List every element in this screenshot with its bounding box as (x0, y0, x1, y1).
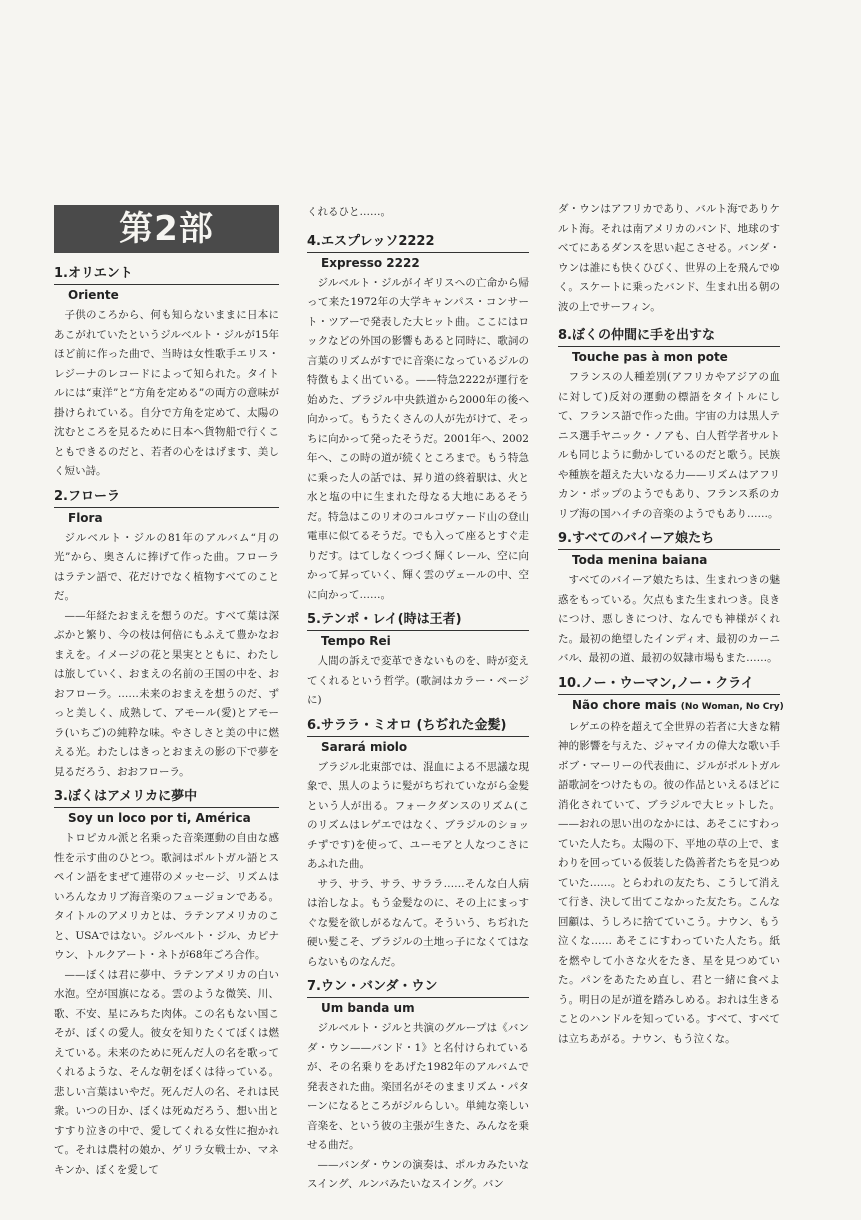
section-paragraph: ジルベルト・ジルの81年のアルバム“月の光”から、奥さんに捧げて作った曲。フローラはラテン語で、花だけでなく植物すべてのことだ。 (54, 531, 279, 602)
part-title: 第2部 (54, 205, 279, 253)
section-heading: 3.ぼくはアメリカに夢中 (54, 788, 279, 808)
section-subtitle-text: Não chore mais (572, 697, 677, 712)
section-subtitle: Flora (68, 510, 103, 525)
section-subtitle: Tempo Rei (321, 634, 391, 648)
section-7 (307, 978, 529, 1195)
section-heading: 4.エスプレッソ2222 (307, 233, 529, 253)
section-paragraph: フランスの人種差別(アフリカやアジアの血に対して)反対の運動の標語をタイトルにして、フランス語で作った曲。宇宙の力は黒人テニス選手ヤニック・ノアも、白人哲学者サルトルも同じように動かしているのだと歌う。民族や種族を超えた大いなる力——リズムはアフリカン・ポップのようでもあり、フランス系のカリブ海の国ハイチの音楽のようでもあり……。 (558, 371, 780, 520)
section-paragraph: ——年経たおまえを想うのだ。すべて葉は深ぶかと繁り、今の枝は何倍にもふえて豊かなおまえを。イメージの花と果実とともに、わたしは旅していく、おまえの名前の王国の中を、おおフローラ。……未来のおまえを想うのだ、ずっと美しく、成熟して、アモール(愛)とアモーラ(いちご)の純粋な味。やさしさと美の中に燃える光。わたしはきっとおまえの影の下で夢を見るだろう、おおフローラ。 (54, 609, 279, 778)
section-heading: 5.テンポ・レイ(時は王者) (307, 611, 529, 631)
section-subtitle: Soy un loco por ti, América (68, 811, 251, 825)
section-4 (307, 233, 529, 606)
section-paragraph: 子供のころから、何も知らないままに日本にあこがれていたというジルベルト・ジルが15年ほど前に作った曲で、当時は女性歌手エリス・レジーナのレコードによって知られた。タイトルには“東洋”と“方角を定める”の両方の意味が掛けられている。自分で方角を定めて、太陽の沈むところを見るために日本へ貨物船で行くこともできるのだと、若者の心をはげます、美しく短い詩。 (54, 309, 279, 477)
section-9 (558, 530, 780, 669)
section-10 (558, 675, 784, 1050)
section-paragraph: ジルベルト・ジルと共演のグループは《バンダ・ウン——バンド・1》と名付けられているが、その名乗りをあげた1982年のアルバムで発表された曲。楽団名がそのままリズム・パターンになるところがジルらしい。単純な楽しい音楽を、という彼の主張が生きた、みんなを乗せる曲だ。 (307, 1022, 529, 1151)
section-subtitle: Toda menina baiana (572, 553, 708, 567)
section-subtitle: Expresso 2222 (321, 255, 420, 270)
section-paragraph: ——ぼくは君に夢中、ラテンアメリカの白い水泡。空が国旗になる。雲のような微笑、川、歌、不安、星にみちた肉体。この名もない国こそが、ぼくの愛人。彼女を知りたくてぼくは燃えている。未来のために死んだ人の名を歌ってくれるような、そんな朝をぼくは待っている。悲しい言葉はいやだ。死んだ人の名、それは民衆。いつの日か、ぼくは死ぬだろう、想い出とすすり泣きの中で、愛してくれる女性に抱かれて。それは農村の娘か、ゲリラ女戦士か、マネキンか、ぼくを愛して (54, 968, 279, 1176)
section-3 (54, 788, 279, 1180)
section-2 (54, 488, 279, 783)
section-paragraph: 人間の訴えで変革できないものを、時が変えてくれるという哲学。(歌詞はカラー・ページに) (307, 655, 529, 706)
section-heading: 8.ぼくの仲間に手を出すな (558, 327, 780, 347)
section-paragraph: レゲエの枠を超えて全世界の若者に大きな精神的影響を与えた、ジャマイカの偉大な歌い手ボブ・マーリーの代表曲に、ジルがポルトガル語歌詞をつけたもの。彼の作品といえるほどに消化されていて、ブラジルで大ヒットした。——おれの思い出のなかには、あそこにすわっていた人たち。太陽の下、平地の草の上で、まわりを回っている仮装した偽善者たちを見つめていた……。とらわれの友たち、こうして消えて行き、決して出てこなかった友たち。こんな回顧は、うしろに捨てていこう。ナウン、もう泣くな…… あそこにすわっていた人たち。紙を燃やして小さな火をたき、星を見つめていた。パンをあたため直し、君と一緒に食べよう。明日の足が道を踏みしめる。おれは生きることのハンドルを知っている。すべて、すべては立ちあがる。ナウン、もう泣くな。 (558, 720, 780, 1045)
section-heading: 7.ウン・バンダ・ウン (307, 978, 529, 998)
section-heading: 9.すべてのバイーア娘たち (558, 530, 780, 550)
column-3 (558, 200, 784, 1055)
continued-text: くれるひと……。 (307, 206, 391, 218)
column-2 (307, 200, 529, 1201)
section-paragraph: ブラジル北東部では、混血による不思議な現象で、黒人のように髪がちぢれていながら金髪という人が出る。フォークダンスのリズム(このリズムはレゲエではなく、ブラジルのショッチずです)を使って、ユーモアと人なつこさにあふれた曲。 (307, 760, 529, 870)
section-6 (307, 717, 529, 973)
section-5 (307, 611, 529, 711)
section-heading: 2.フローラ (54, 488, 279, 508)
section-paragraph: トロピカル派と名乗った音楽運動の自由な感性を示す曲のひとつ。歌詞はポルトガル語とスペイン語をまぜて連帯のメッセージ、リズムはいろんなカリブ海音楽のフュージョンである。タイトルのアメリカとは、ラテンアメリカのこと、USAではない。ジルベルト・ジル、カピナウン、トルクアート・ネトが68年ごろ合作。 (54, 832, 279, 961)
section-1 (54, 265, 279, 482)
continued-text: ダ・ウンはアフリカであり、バルト海でありケルト海。それは南アメリカのバンド、地球のすべてにあるダンスを思い起こさせる。バンダ・ウンは誰にも快くひびく、世界の上を飛んでゆく。スケートに乗ったバンド、生まれ出る朝の波の上でサーフィン。 (558, 203, 780, 313)
section-heading: 10.ノー・ウーマン,ノー・クライ (558, 675, 780, 695)
section-subtitle: Touche pas à mon pote (572, 350, 728, 364)
section-subtitle: Oriente (68, 288, 119, 302)
section-heading: 1.オリエント (54, 265, 279, 285)
section-subtitle-note: (No Woman, No Cry) (680, 701, 784, 712)
section-paragraph: ——バンダ・ウンの演奏は、ポルカみたいなスイング、ルンバみたいなスイング。バン (307, 1158, 529, 1190)
section-heading: 6.サララ・ミオロ (ちぢれた金髪) (307, 717, 529, 737)
section-8 (558, 327, 780, 524)
section-paragraph: すべてのバイーア娘たちは、生まれつきの魅惑をもっている。欠点もまた生まれつき。良きにつけ、悪しきにつけ、なんでも神様がくれた。最初の絶望したインディオ、最初のカーニバル、最初の道、最初の奴隷市場もまた……。 (558, 574, 780, 664)
column-1 (54, 200, 279, 1186)
section-paragraph: ジルベルト・ジルがイギリスへの亡命から帰って来た1972年の大学キャンパス・コンサート・ツアーで発表した大ヒット曲。ここにはロックなどの外国の影響もあると同時に、歌詞の言葉のリズムがすでに音楽になっているジルの特徴もよく出ている。——特急2222が運行を始めた、ブラジル中央鉄道から2000年の後へ向かって。もうたくさんの人が先がけて、そっちに向かって発ったそうだ。2001年へ、2002年へ、この時の道が続くところまで。もう特急に乗った人の話では、昇り道の終着駅は、火と水と塩の中に生まれた母なる大地にあるそうだ。特急はこのリオのコルコヴァード山の登山電車に似てるそうだ。でも入って座るとすぐ走りだす。はてしなくつづく輝くレール、空に向かって昇っていく、輝く雲のヴェールの中、空に向かって……。 (307, 276, 529, 601)
section-subtitle: Um banda um (321, 1001, 415, 1015)
section-subtitle (558, 697, 784, 716)
section-paragraph: サラ、サラ、サラ、サララ……そんな白人病は治しなよ。もう金髪なのに、その上にまっすぐな髪を欲しがるなんて。そういう、ちぢれた硬い髪こそ、ブラジルの土地っ子になくてはならないものなんだ。 (307, 877, 529, 968)
section-subtitle: Sarará miolo (321, 739, 408, 754)
